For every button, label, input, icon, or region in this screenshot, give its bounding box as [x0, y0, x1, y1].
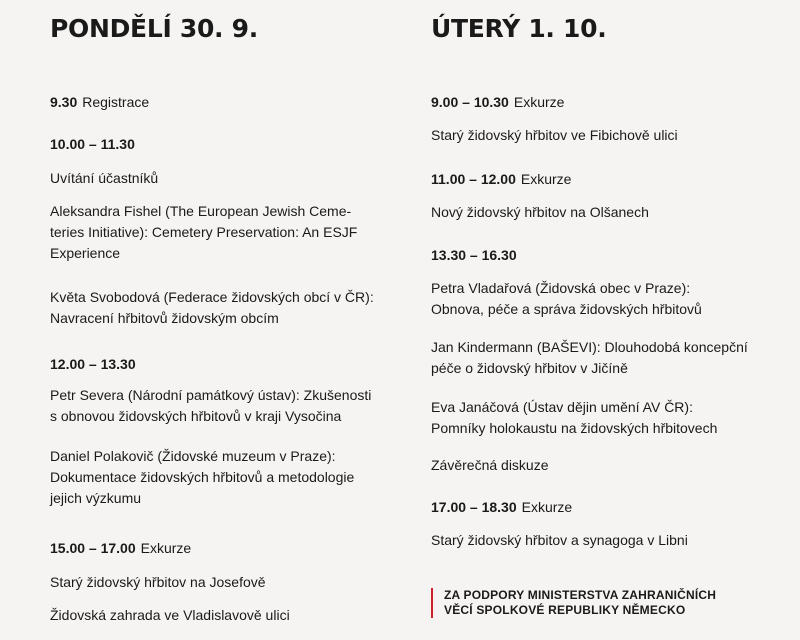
program-item — [431, 455, 549, 476]
session-time: 9.00 – 10.30 — [431, 94, 509, 110]
program-item — [431, 530, 688, 551]
program-item — [431, 337, 748, 379]
program-item-line: Eva Janáčová (Ústav dějin umění AV ČR): — [431, 399, 693, 415]
session-time: 13.30 – 16.30 — [431, 247, 517, 263]
program-item-line: Aleksandra Fishel (The European Jewish Ceme- — [50, 203, 352, 219]
program-item-line: Židovská zahrada ve Vladislavově ulici — [50, 607, 290, 623]
program-item-line: Nový židovský hřbitov na Olšanech — [431, 204, 649, 220]
program-item-line: Závěrečná diskuze — [431, 457, 549, 473]
session-time-heading — [431, 92, 564, 113]
program-item — [50, 287, 374, 329]
program-item — [50, 201, 357, 264]
session-tag: Exkurze — [140, 540, 192, 556]
program-item — [431, 397, 717, 439]
program-item-line: Obnova, péče a správa židovských hřbitovů — [431, 301, 702, 317]
program-item-line: Pomníky holokaustu na židovských hřbitovech — [431, 420, 718, 436]
session-time: 11.00 – 12.00 — [431, 171, 516, 187]
session-time: 12.00 – 13.30 — [50, 356, 136, 372]
sponsor-note — [431, 588, 716, 618]
program-item — [50, 446, 354, 509]
program-item-line: Uvítání účastníků — [50, 170, 159, 186]
session-time-heading — [431, 245, 517, 266]
program-item — [50, 605, 290, 626]
program-item — [50, 168, 158, 189]
program-item-line: Dokumentace židovských hřbitovů a metodologie — [50, 469, 355, 485]
session-time-heading — [50, 538, 191, 559]
sponsor-line-1: ZA PODPORY MINISTERSTVA ZAHRANIČNÍCH — [444, 588, 717, 602]
session-time-heading — [431, 169, 571, 190]
session-time: 9.30 — [50, 94, 78, 110]
program-item — [431, 125, 678, 146]
program-item-line: Petr Severa (Národní památkový ústav): Zkušenosti — [50, 387, 372, 403]
program-item-line: Petra Vladařová (Židovská obec v Praze): — [431, 280, 691, 296]
session-time-heading — [50, 92, 149, 113]
program-item — [50, 572, 266, 593]
session-time-heading — [50, 134, 135, 155]
program-item-line: s obnovou židovských hřbitovů v kraji Vysočina — [50, 408, 342, 424]
program-item-line: Starý židovský hřbitov ve Fibichově ulici — [431, 127, 678, 143]
session-time: 10.00 – 11.30 — [50, 136, 135, 152]
program-item-line: Daniel Polakovič (Židovské muzeum v Praze): — [50, 448, 336, 464]
session-time-heading — [50, 354, 136, 375]
session-time: 15.00 – 17.00 — [50, 540, 136, 556]
session-time-heading — [431, 497, 572, 518]
tuesday-title: ÚTERÝ 1. 10. — [431, 14, 607, 43]
monday-title: PONDĚLÍ 30. 9. — [50, 14, 258, 43]
program-item-line: péče o židovský hřbitov v Jičíně — [431, 360, 628, 376]
session-tag: Exkurze — [513, 94, 565, 110]
session-time: 17.00 – 18.30 — [431, 499, 517, 515]
sponsor-line-2: VĚCÍ SPOLKOVÉ REPUBLIKY NĚMECKO — [444, 603, 686, 617]
program-item-line: Experience — [50, 245, 121, 261]
program-item-line: jejich výzkumu — [50, 490, 142, 506]
program-item — [50, 385, 371, 427]
session-tag: Exkurze — [521, 499, 573, 515]
program-item — [431, 202, 649, 223]
program-item-line: Jan Kindermann (BAŠEVI): Dlouhodobá koncepční — [431, 339, 748, 355]
program-item-line: Starý židovský hřbitov a synagoga v Libni — [431, 532, 688, 548]
program-item-line: teries Initiative): Cemetery Preservation: An ESJF — [50, 224, 358, 240]
program-item-line: Navracení hřbitovů židovským obcím — [50, 310, 279, 326]
program-item-line: Starý židovský hřbitov na Josefově — [50, 574, 266, 590]
session-tag: Registrace — [82, 94, 150, 110]
program-item-line: Květa Svobodová (Federace židovských obcí v ČR): — [50, 289, 374, 305]
program-item — [431, 278, 702, 320]
session-tag: Exkurze — [520, 171, 572, 187]
